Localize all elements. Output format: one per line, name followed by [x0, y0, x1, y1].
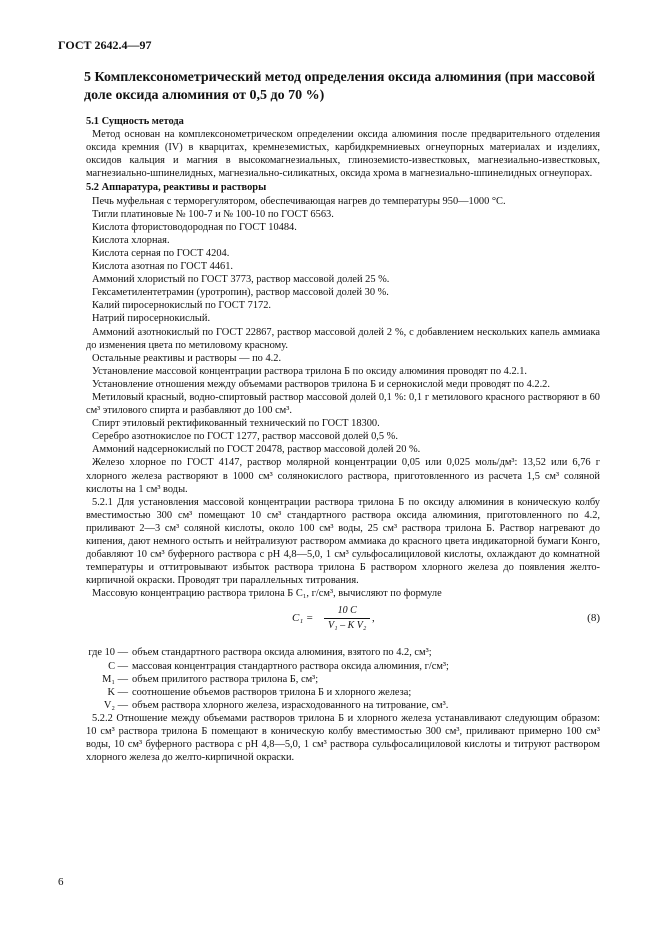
document-body	[86, 114, 600, 764]
reagent-item: Гексаметилентетрамин (уротропин), раствор массовой долей 30 %.	[92, 287, 389, 299]
paragraph: Метод основан на комплексонометрическом определении оксида алюминия после предварительного отделения оксида кремния (IV) в кварцитах, кремнеземистых, карбидкремниевых огнеупорных материалах и изделиях, оксидов кальция и магния в высокомагнезиальных, глиноземисто-известковых, магнезиально-известковых, магнезиально-шпинелидных, магнезиально-силикатных, оксида хрома в магнезиально-шпинелидных огнеупорах.	[86, 129, 600, 180]
equipment-item: Печь муфельная с терморегулятором, обеспечивающая нагрев до температуры 950—1000 °С.	[92, 195, 506, 207]
paragraph: Аммоний надсернокислый по ГОСТ 20478, раствор массовой долей 20 %.	[92, 444, 421, 456]
paragraph: Установление отношения между объемами растворов трилона Б и сернокислой меди проводят по 4.2.2.	[92, 378, 550, 390]
paragraph: Аммоний азотнокислый по ГОСТ 22867, раствор массовой долей 2 %, с добавлением нескольких капель аммиака до изменения цвета по метиловому красному.	[86, 326, 600, 351]
definition-text: объем прилитого раствора трилона Б, см³;	[132, 673, 319, 685]
definition-row	[74, 699, 600, 712]
section-title: 5 Комплексонометрический метод определения оксида алюминия (при массовой доле оксида алюминия от 0,5 до 70 %)	[84, 70, 596, 103]
reagent-item: Кислота хлорная.	[92, 234, 170, 246]
definition-symbol: M₁ —	[102, 673, 128, 685]
paragraph: Метиловый красный, водно-спиртовый раствор массовой долей 0,1 %: 0,1 г метилового красного растворяют в 60 см³ этилового спирта и разбавляют до 100 см³.	[86, 391, 600, 417]
reagent-item: Аммоний хлористый по ГОСТ 3773, раствор массовой долей 25 %.	[92, 274, 390, 286]
definition-symbol: C —	[108, 660, 128, 672]
paragraph: Железо хлорное по ГОСТ 4147, раствор молярной концентрации 0,05 или 0,025 моль/дм³: 13,52 или 6,76 г хлорного железа растворяют в 1000 см³ солянокислого раствора, приготовленного из расчета 1,5 см³ соляной кислоты на 1 см³ воды.	[86, 457, 600, 495]
formula-lhs: C₁ =	[292, 612, 314, 625]
definition-row	[74, 673, 600, 686]
paragraph: Серебро азотнокислое по ГОСТ 1277, раствор массовой долей 0,5 %.	[92, 431, 398, 443]
definition-symbol: K —	[107, 686, 128, 698]
reagent-item: Кислота фтористоводородная по ГОСТ 10484.	[92, 221, 297, 233]
definition-text: массовая концентрация стандартного раствора оксида алюминия, г/см³;	[132, 660, 449, 672]
reagent-item: Кислота серная по ГОСТ 4204.	[92, 247, 230, 259]
formula-fraction	[324, 604, 370, 631]
formula-comma: ,	[372, 612, 375, 625]
paragraph: Остальные реактивы и растворы — по 4.2.	[92, 352, 282, 364]
definition-row	[74, 660, 600, 673]
reagent-item: Кислота азотная по ГОСТ 4461.	[92, 261, 234, 273]
paragraph: 5.2.1 Для установления массовой концентрации раствора трилона Б по оксиду алюминия в коническую колбу вместимостью 300 см³ помещают 10 см³ стандартного раствора оксида алюминия, приготовленного по 4.2, приливают 2—3 см³ соляной кислоты, около 100 см³ воды, 25 см³ раствора трилона Б. Раствор нагревают до кипения, дают немного остыть и нейтрализуют раствором аммиака до красного цвета индикаторной бумаги Конго, добавляют 10 см³ буферного раствора с рН 4,8—5,0, 1 см³ сульфосалициловой кислоты, охлаждают до комнатной температуры и оттитровывают избыток раствора трилона Б раствором хлорного железа до появления желто-кирпичной окраски. Проводят три параллельных титрования.	[86, 496, 600, 587]
subsection-heading: 5.2 Аппаратура, реактивы и растворы	[86, 182, 267, 194]
formula-definitions	[74, 646, 600, 711]
definition-symbol: где 10 —	[88, 647, 128, 659]
paragraph: Спирт этиловый ректификованный технический по ГОСТ 18300.	[92, 418, 380, 430]
formula-number: (8)	[587, 612, 600, 625]
equipment-item: Тигли платиновые № 100-7 и № 100-10 по ГОСТ 6563.	[92, 208, 334, 220]
definition-row	[74, 646, 600, 659]
reagent-item: Калий пиросернокислый по ГОСТ 7172.	[92, 300, 272, 312]
subsection-heading: 5.1 Сущность метода	[86, 116, 184, 127]
formula-numerator: 10 C	[324, 604, 370, 618]
paragraph: Массовую концентрацию раствора трилона Б C₁, г/см³, вычисляют по формуле	[92, 588, 442, 600]
definition-text: соотношение объемов растворов трилона Б и хлорного железа;	[132, 686, 412, 698]
definition-text: объем раствора хлорного железа, израсходованного на титрование, см³.	[132, 699, 449, 711]
paragraph: Установление массовой концентрации раствора трилона Б по оксиду алюминия проводят по 4.2.1.	[92, 365, 528, 377]
paragraph: 5.2.2 Отношение между объемами растворов трилона Б и хлорного железа устанавливают следующим образом: 10 см³ раствора трилона Б помещают в коническую колбу вместимостью 300 см³, приливают примерно 100 см³ воды, 10 см³ буферного раствора с рН 4,8—5,0, 1 см³ раствора сульфосалициловой кислоты и титруют раствором хлорного железа до желто-кирпичной окраски.	[86, 712, 600, 764]
definition-row	[74, 686, 600, 699]
definition-symbol: V₂ —	[103, 699, 128, 711]
reagent-item: Натрий пиросернокислый.	[92, 313, 211, 325]
definition-text: объем стандартного раствора оксида алюминия, взятого по 4.2, см³;	[132, 647, 432, 659]
page-number: 6	[58, 876, 64, 888]
formula-8	[86, 604, 600, 640]
formula-denominator: V₁ – K V₂	[328, 619, 367, 631]
standard-header: ГОСТ 2642.4—97	[58, 38, 152, 52]
